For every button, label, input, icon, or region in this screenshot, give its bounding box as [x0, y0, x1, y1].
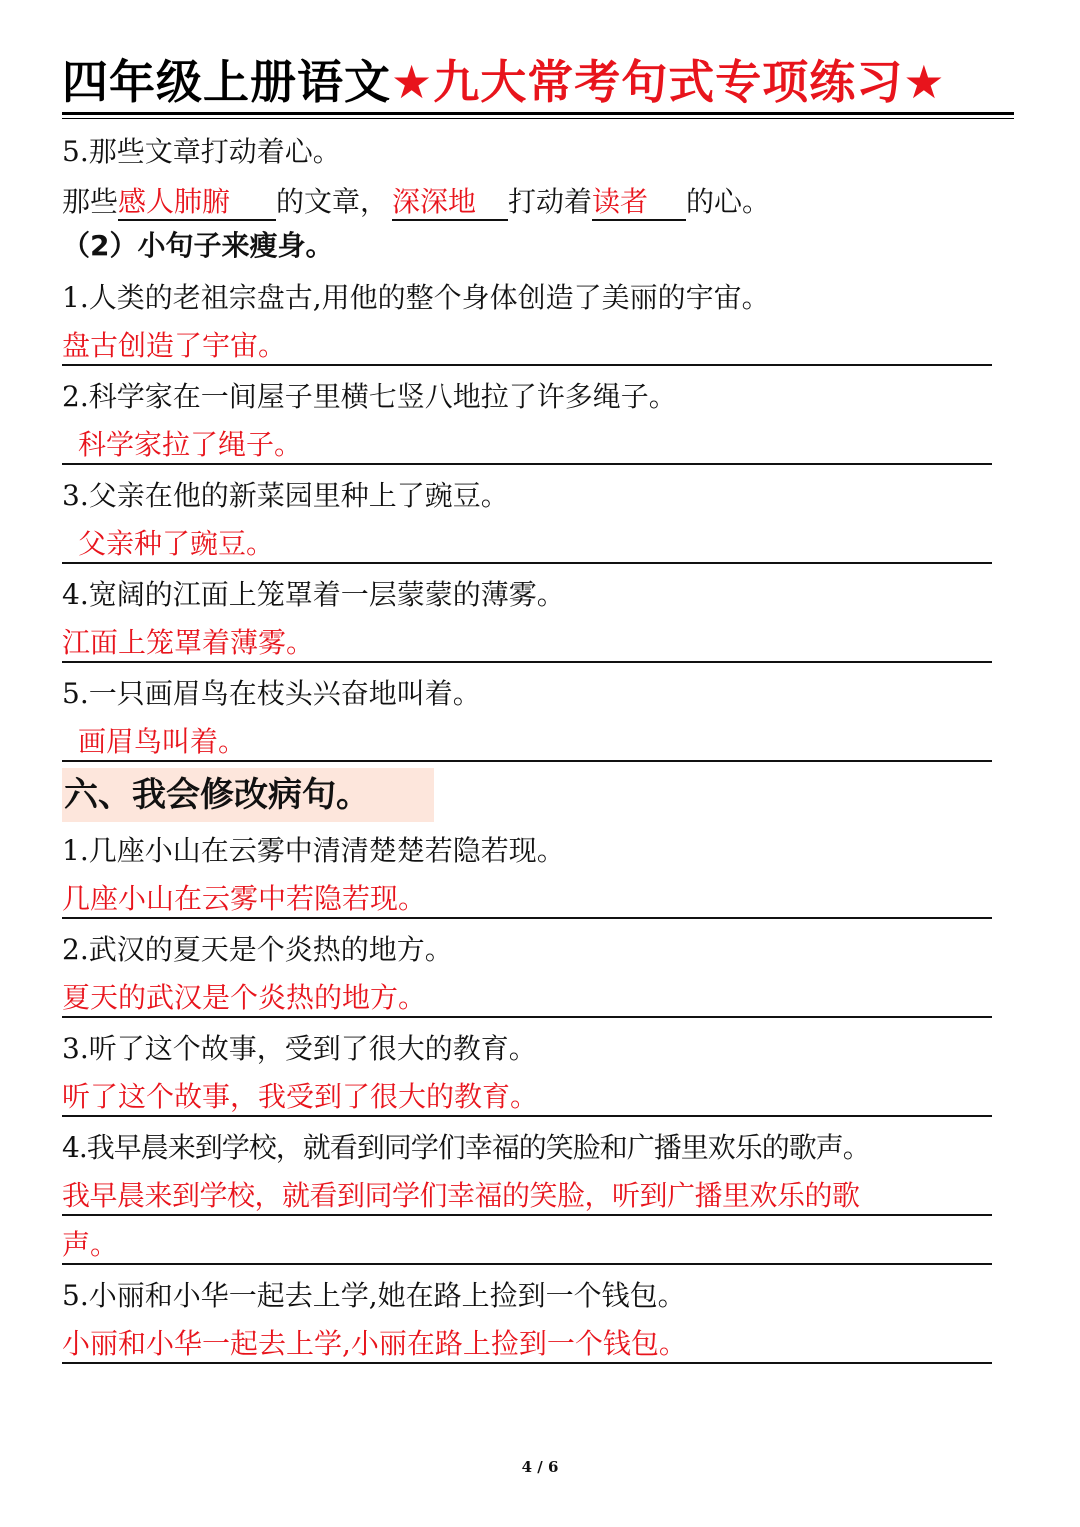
- fix-question-5: 5.小丽和小华一起去上学,她在路上捡到一个钱包。: [62, 1279, 686, 1312]
- answer-rule: [62, 562, 992, 564]
- expand-seg2: 的文章，: [276, 185, 389, 218]
- answer-rule: [62, 1016, 992, 1018]
- shrink-question-5: 5.一只画眉鸟在枝头兴奋地叫着。: [62, 677, 481, 710]
- answer-rule: [62, 760, 992, 762]
- answer-rule: [62, 364, 992, 366]
- answer-rule: [62, 1263, 992, 1265]
- expand-seg1: 那些: [62, 185, 119, 218]
- fix-answer-3: 听了这个故事，我受到了很大的教育。: [62, 1080, 539, 1113]
- fix-answer-2: 夏天的武汉是个炎热的地方。: [62, 981, 427, 1014]
- fix-answer-4-line2: 声。: [62, 1228, 119, 1261]
- title-rule-thick: [62, 112, 1014, 115]
- expand-blank3: 读者: [592, 185, 686, 221]
- expand-blank1: 感人肺腑: [118, 185, 276, 221]
- answer-rule: [62, 661, 992, 663]
- expand-question: 5.那些文章打动着心。: [62, 135, 341, 168]
- fix-question-4: 4.我早晨来到学校，就看到同学们幸福的笑脸和广播里欢乐的歌声。: [62, 1131, 870, 1164]
- expand-blank2: 深深地: [392, 185, 508, 221]
- title-rule-thin: [62, 118, 1014, 119]
- shrink-answer-3: 父亲种了豌豆。: [78, 527, 275, 560]
- page-number: 4 / 6: [521, 1458, 559, 1476]
- expand-seg3: 打动着: [508, 185, 593, 218]
- answer-rule: [62, 1115, 992, 1117]
- fix-answer-1: 几座小山在云雾中若隐若现。: [62, 882, 427, 915]
- fix-question-3: 3.听了这个故事，受到了很大的教育。: [62, 1032, 537, 1065]
- title-highlight: ★九大常考句式专项练习★: [391, 55, 946, 109]
- fix-question-1: 1.几座小山在云雾中清清楚楚若隐若现。: [62, 834, 565, 867]
- answer-rule: [62, 463, 992, 465]
- expand-seg4: 的心。: [686, 185, 771, 218]
- fix-answer-5: 小丽和小华一起去上学,小丽在路上捡到一个钱包。: [62, 1327, 687, 1360]
- shrink-answer-5: 画眉鸟叫着。: [78, 725, 247, 758]
- shrink-question-2: 2.科学家在一间屋子里横七竖八地拉了许多绳子。: [62, 380, 677, 413]
- answer-rule: [62, 917, 992, 919]
- page-title: [62, 50, 1018, 114]
- answer-rule: [62, 1362, 992, 1364]
- shrink-heading: （2）小句子来瘦身。: [62, 229, 334, 262]
- shrink-answer-4: 江面上笼罩着薄雾。: [62, 626, 315, 659]
- expand-answer-line: [62, 182, 770, 222]
- shrink-question-1: 1.人类的老祖宗盘古,用他的整个身体创造了美丽的宇宙。: [62, 281, 770, 314]
- title-main: 四年级上册语文: [62, 55, 391, 109]
- fix-section-heading: 六、我会修改病句。: [62, 768, 434, 822]
- shrink-answer-1: 盘古创造了宇宙。: [62, 329, 287, 362]
- shrink-question-3: 3.父亲在他的新菜园里种上了豌豆。: [62, 479, 509, 512]
- shrink-question-4: 4.宽阔的江面上笼罩着一层蒙蒙的薄雾。: [62, 578, 565, 611]
- answer-rule: [62, 1214, 992, 1216]
- fix-answer-4-line1: 我早晨来到学校，就看到同学们幸福的笑脸，听到广播里欢乐的歌: [62, 1179, 860, 1212]
- fix-question-2: 2.武汉的夏天是个炎热的地方。: [62, 933, 453, 966]
- shrink-answer-2: 科学家拉了绳子。: [78, 428, 303, 461]
